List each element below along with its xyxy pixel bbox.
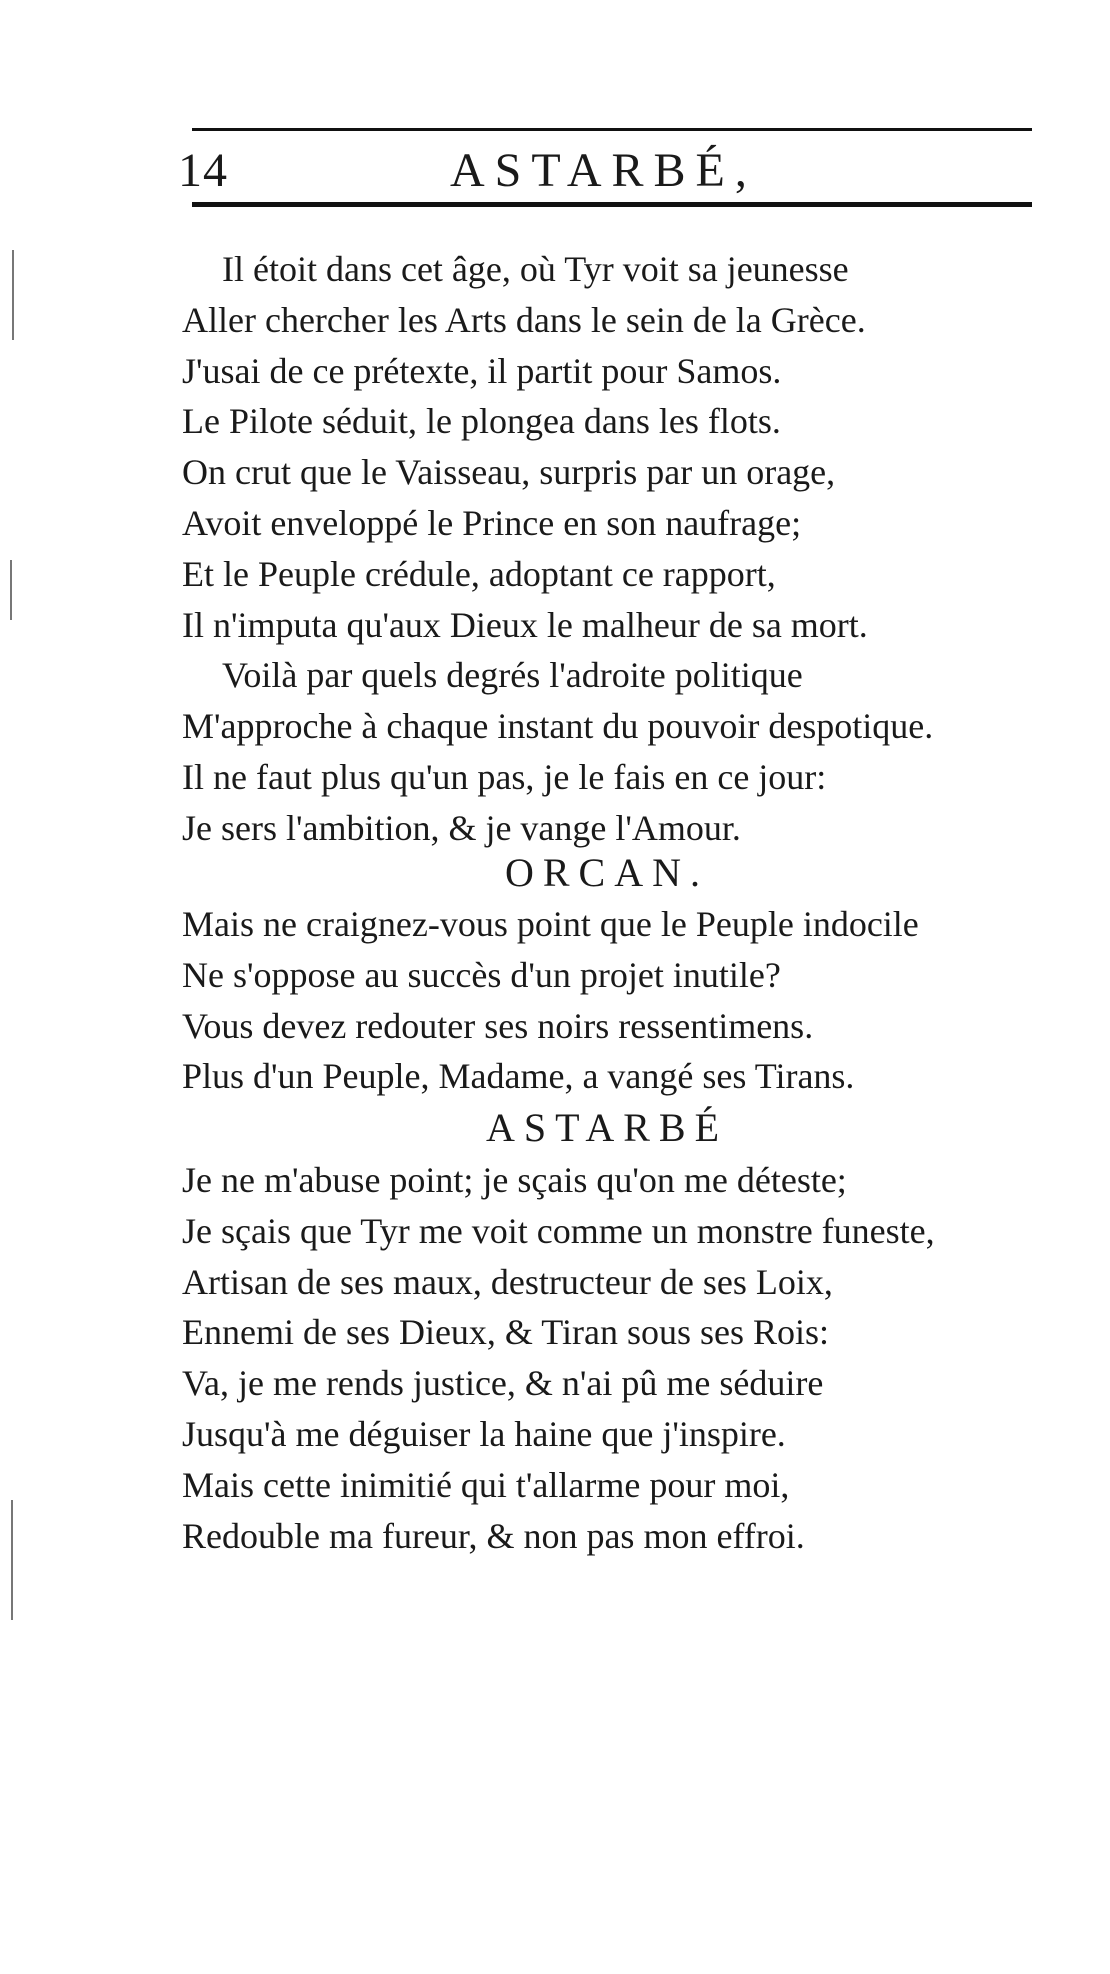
verse-line: Mais ne craignez-vous point que le Peuple indocile [182, 904, 919, 944]
page-number: 14 [178, 144, 228, 197]
verse-line: M'approche à chaque instant du pouvoir despotique. [182, 706, 934, 747]
left-margin-shadow [10, 560, 12, 620]
verse-line: Avoit enveloppé le Prince en son naufrage; [182, 502, 802, 543]
header-rule-bottom [192, 202, 1032, 207]
verse-line: Va, je me rends justice, & n'ai pû me séduire [182, 1363, 824, 1404]
verse-line: Le Pilote séduit, le plongea dans les flots. [182, 401, 781, 442]
verse-line: Voilà par quels degrés l'adroite politique [222, 655, 803, 696]
verse-line: Et le Peuple crédule, adoptant ce rapport, [182, 553, 776, 594]
speaker-name-orcan: ORCAN. [504, 850, 710, 895]
verse-block-1 [182, 244, 1032, 854]
verse-line: Ne s'oppose au succès d'un projet inutile? [182, 954, 781, 995]
verse-line: Aller chercher les Arts dans le sein de la Grèce. [182, 299, 866, 340]
verse-line: Redouble ma fureur, & non pas mon effroi. [182, 1515, 805, 1556]
header-rule-top [192, 128, 1032, 131]
verse-line: On crut que le Vaisseau, surpris par un orage, [182, 452, 836, 493]
verse-line: Ennemi de ses Dieux, & Tiran sous ses Rois: [182, 1312, 830, 1353]
verse-line: Plus d'un Peuple, Madame, a vangé ses Tirans. [182, 1056, 855, 1097]
left-margin-shadow [11, 1500, 13, 1620]
verse-line: Je sers l'ambition, & je vange l'Amour. [182, 807, 741, 848]
verse-block-3 [182, 1155, 1032, 1561]
verse-line: Mais cette inimitié qui t'allarme pour moi, [182, 1464, 790, 1505]
verse-line: Vous devez redouter ses noirs ressentimens. [182, 1005, 814, 1046]
verse-line: Je sçais que Tyr me voit comme un monstre funeste, [182, 1210, 935, 1251]
verse-line: Je ne m'abuse point; je sçais qu'on me déteste; [182, 1160, 847, 1200]
verse-line: Il ne faut plus qu'un pas, je le fais en ce jour: [182, 756, 827, 797]
running-title: ASTARBÉ, [450, 144, 757, 197]
speaker-name-astarbe: ASTARBÉ [485, 1105, 729, 1150]
verse-line: J'usai de ce prétexte, il partit pour Samos. [182, 350, 782, 391]
left-margin-shadow [12, 250, 14, 340]
verse-line: Jusqu'à me déguiser la haine que j'inspire. [182, 1413, 786, 1454]
verse-line: Artisan de ses maux, destructeur de ses Loix, [182, 1261, 833, 1302]
verse-block-2 [182, 899, 1032, 1102]
verse-line: Il n'imputa qu'aux Dieux le malheur de sa mort. [182, 604, 868, 645]
verse-line: Il étoit dans cet âge, où Tyr voit sa jeunesse [222, 249, 849, 289]
